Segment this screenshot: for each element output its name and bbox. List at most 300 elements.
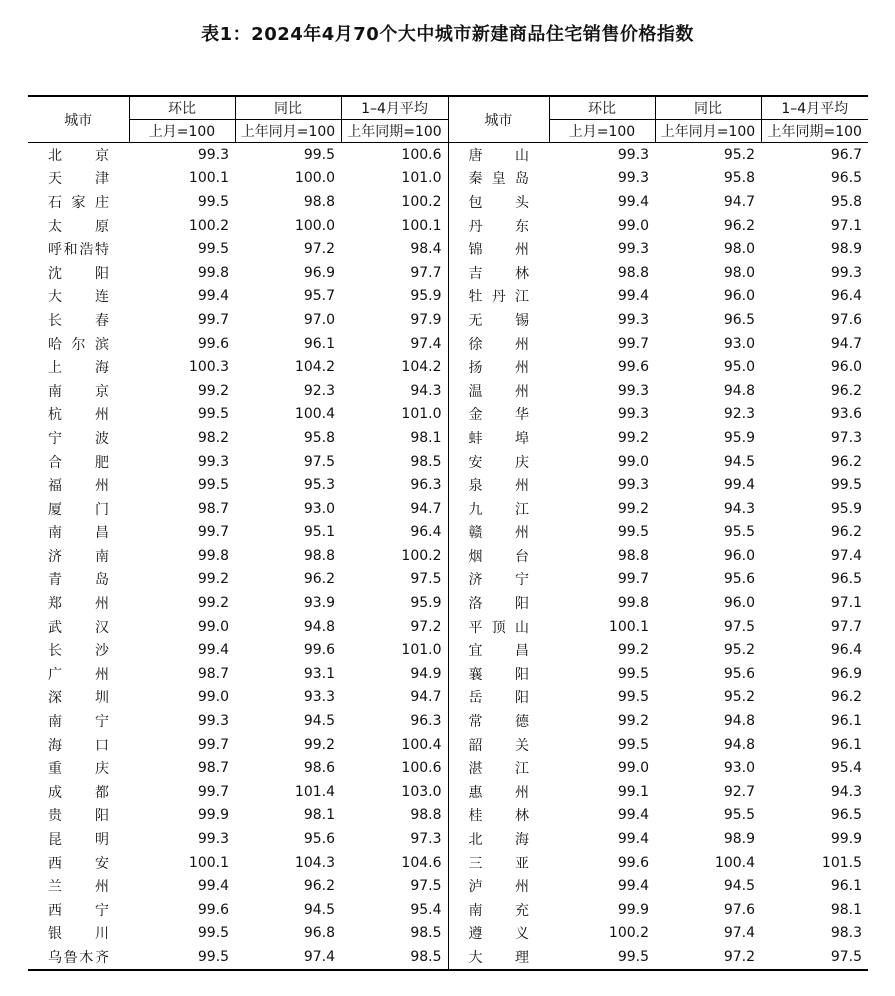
city-name: 成都 bbox=[48, 784, 109, 801]
mom-value: 99.2 bbox=[197, 595, 229, 612]
city-name: 北京 bbox=[48, 147, 109, 164]
avg-value: 95.4 bbox=[830, 760, 862, 777]
mom-value: 99.3 bbox=[197, 453, 229, 470]
yoy-value: 104.3 bbox=[294, 854, 335, 871]
mom-value: 99.0 bbox=[617, 217, 649, 234]
mom-value: 99.5 bbox=[617, 689, 649, 706]
yoy-value: 98.1 bbox=[303, 807, 335, 824]
mom-value: 100.3 bbox=[188, 359, 229, 376]
mom-value: 99.0 bbox=[197, 689, 229, 706]
yoy-value: 96.2 bbox=[723, 217, 755, 234]
yoy-value: 94.5 bbox=[723, 453, 755, 470]
mom-value: 99.0 bbox=[617, 453, 649, 470]
city-name: 徐州 bbox=[448, 332, 549, 356]
mom-value: 99.8 bbox=[197, 264, 229, 281]
yoy-value: 94.3 bbox=[723, 500, 755, 517]
city-name: 丹东 bbox=[448, 214, 549, 238]
avg-value: 96.4 bbox=[410, 524, 442, 541]
avg-value: 97.9 bbox=[410, 311, 442, 328]
yoy-value: 100.0 bbox=[294, 217, 335, 234]
table-row bbox=[28, 922, 868, 946]
city-name: 长沙 bbox=[48, 643, 109, 660]
yoy-value: 95.1 bbox=[303, 524, 335, 541]
city-name: 岳阳 bbox=[448, 686, 549, 710]
yoy-value: 95.7 bbox=[303, 288, 335, 305]
avg-value: 97.1 bbox=[830, 217, 862, 234]
city-name: 三亚 bbox=[448, 851, 549, 875]
yoy-value: 93.3 bbox=[303, 689, 335, 706]
yoy-value: 95.9 bbox=[723, 429, 755, 446]
yoy-value: 94.8 bbox=[723, 736, 755, 753]
city-name: 平顶山 bbox=[448, 615, 549, 639]
avg-value: 97.6 bbox=[830, 311, 862, 328]
city-name: 长春 bbox=[48, 312, 109, 329]
mom-value: 99.3 bbox=[197, 713, 229, 730]
mom-value: 99.5 bbox=[617, 948, 649, 965]
avg-value: 101.5 bbox=[821, 854, 862, 871]
yoy-value: 94.8 bbox=[303, 618, 335, 635]
yoy-value: 97.2 bbox=[723, 948, 755, 965]
city-name: 合肥 bbox=[48, 454, 109, 471]
city-name: 沈阳 bbox=[48, 265, 109, 282]
mom-value: 99.4 bbox=[617, 831, 649, 848]
city-name: 泸州 bbox=[448, 874, 549, 898]
avg-value: 96.2 bbox=[830, 689, 862, 706]
mom-value: 99.3 bbox=[617, 146, 649, 163]
mom-value: 99.4 bbox=[617, 288, 649, 305]
table-row bbox=[28, 497, 868, 521]
avg-value: 96.4 bbox=[830, 642, 862, 659]
mom-value: 99.3 bbox=[617, 406, 649, 423]
table-row bbox=[28, 898, 868, 922]
header-mom: 环比 bbox=[549, 96, 655, 120]
header-yoy-base: 上年同月=100 bbox=[655, 120, 761, 143]
city-name: 大连 bbox=[48, 289, 109, 306]
yoy-value: 95.6 bbox=[303, 831, 335, 848]
city-name: 温州 bbox=[448, 379, 549, 403]
mom-value: 99.5 bbox=[197, 241, 229, 258]
header-yoy: 同比 bbox=[235, 96, 341, 120]
mom-value: 99.5 bbox=[617, 736, 649, 753]
mom-value: 98.2 bbox=[197, 429, 229, 446]
page-title: 表1：2024年4月70个大中城市新建商品住宅销售价格指数 bbox=[201, 24, 694, 45]
avg-value: 99.9 bbox=[830, 831, 862, 848]
city-name: 南宁 bbox=[48, 714, 109, 731]
yoy-value: 94.5 bbox=[723, 878, 755, 895]
city-name: 惠州 bbox=[448, 780, 549, 804]
mom-value: 99.3 bbox=[617, 311, 649, 328]
avg-value: 96.2 bbox=[830, 524, 862, 541]
table-row bbox=[28, 190, 868, 214]
mom-value: 99.5 bbox=[617, 524, 649, 541]
yoy-value: 96.1 bbox=[303, 335, 335, 352]
yoy-value: 95.3 bbox=[303, 477, 335, 494]
table-row bbox=[28, 662, 868, 686]
avg-value: 95.4 bbox=[410, 901, 442, 918]
mom-value: 100.1 bbox=[608, 618, 649, 635]
table-row bbox=[28, 804, 868, 828]
table-row bbox=[28, 426, 868, 450]
city-name: 哈尔滨 bbox=[48, 336, 109, 353]
yoy-value: 97.5 bbox=[723, 618, 755, 635]
avg-value: 98.8 bbox=[410, 807, 442, 824]
yoy-value: 93.0 bbox=[723, 335, 755, 352]
table-row bbox=[28, 450, 868, 474]
city-name: 赣州 bbox=[448, 521, 549, 545]
avg-value: 94.3 bbox=[410, 382, 442, 399]
mom-value: 100.1 bbox=[188, 170, 229, 187]
table-row bbox=[28, 851, 868, 875]
yoy-value: 95.2 bbox=[723, 689, 755, 706]
yoy-value: 95.5 bbox=[723, 807, 755, 824]
mom-value: 98.7 bbox=[197, 665, 229, 682]
avg-value: 100.6 bbox=[401, 146, 442, 163]
mom-value: 99.1 bbox=[617, 783, 649, 800]
yoy-value: 96.2 bbox=[303, 571, 335, 588]
mom-value: 99.3 bbox=[617, 477, 649, 494]
yoy-value: 98.8 bbox=[303, 547, 335, 564]
mom-value: 99.4 bbox=[617, 193, 649, 210]
table-row bbox=[28, 379, 868, 403]
mom-value: 99.6 bbox=[617, 359, 649, 376]
price-index-table bbox=[28, 95, 868, 971]
yoy-value: 92.7 bbox=[723, 783, 755, 800]
yoy-value: 95.6 bbox=[723, 571, 755, 588]
table-row bbox=[28, 285, 868, 309]
city-name: 厦门 bbox=[48, 501, 109, 518]
city-name: 北海 bbox=[448, 827, 549, 851]
mom-value: 99.6 bbox=[617, 854, 649, 871]
yoy-value: 93.1 bbox=[303, 665, 335, 682]
mom-value: 98.8 bbox=[617, 264, 649, 281]
mom-value: 99.2 bbox=[617, 500, 649, 517]
yoy-value: 98.0 bbox=[723, 264, 755, 281]
yoy-value: 99.5 bbox=[303, 146, 335, 163]
header-avg-base: 上年同期=100 bbox=[341, 120, 448, 143]
table-row bbox=[28, 733, 868, 757]
avg-value: 97.7 bbox=[830, 618, 862, 635]
city-name: 安庆 bbox=[448, 450, 549, 474]
avg-value: 96.3 bbox=[410, 477, 442, 494]
yoy-value: 93.0 bbox=[723, 760, 755, 777]
avg-value: 96.3 bbox=[410, 713, 442, 730]
table-row bbox=[28, 521, 868, 545]
city-name: 乌鲁木齐 bbox=[48, 949, 109, 966]
table-row bbox=[28, 355, 868, 379]
city-name: 天津 bbox=[48, 171, 109, 188]
yoy-value: 95.5 bbox=[723, 524, 755, 541]
city-name: 宜昌 bbox=[448, 638, 549, 662]
avg-value: 95.9 bbox=[830, 500, 862, 517]
yoy-value: 94.5 bbox=[303, 713, 335, 730]
mom-value: 99.0 bbox=[617, 760, 649, 777]
header-yoy: 同比 bbox=[655, 96, 761, 120]
city-name: 重庆 bbox=[48, 761, 109, 778]
mom-value: 99.5 bbox=[197, 193, 229, 210]
mom-value: 99.4 bbox=[197, 288, 229, 305]
header-avg-base: 上年同期=100 bbox=[761, 120, 868, 143]
city-name: 武汉 bbox=[48, 619, 109, 636]
avg-value: 97.1 bbox=[830, 595, 862, 612]
header-mom-base: 上月=100 bbox=[549, 120, 655, 143]
table-row bbox=[28, 756, 868, 780]
mom-value: 99.7 bbox=[197, 783, 229, 800]
mom-value: 99.2 bbox=[197, 571, 229, 588]
yoy-value: 98.6 bbox=[303, 760, 335, 777]
mom-value: 99.7 bbox=[197, 524, 229, 541]
header-avg: 1–4月平均 bbox=[761, 96, 868, 120]
table-row bbox=[28, 945, 868, 970]
yoy-value: 95.0 bbox=[723, 359, 755, 376]
city-name: 济南 bbox=[48, 548, 109, 565]
avg-value: 96.2 bbox=[830, 453, 862, 470]
table-row bbox=[28, 473, 868, 497]
avg-value: 95.8 bbox=[830, 193, 862, 210]
avg-value: 98.5 bbox=[410, 453, 442, 470]
mom-value: 99.3 bbox=[197, 146, 229, 163]
mom-value: 99.9 bbox=[617, 901, 649, 918]
mom-value: 98.7 bbox=[197, 500, 229, 517]
table-row bbox=[28, 332, 868, 356]
mom-value: 99.2 bbox=[617, 429, 649, 446]
yoy-value: 99.4 bbox=[723, 477, 755, 494]
avg-value: 97.5 bbox=[830, 948, 862, 965]
avg-value: 96.4 bbox=[830, 288, 862, 305]
avg-value: 95.9 bbox=[410, 595, 442, 612]
yoy-value: 92.3 bbox=[723, 406, 755, 423]
table-row bbox=[28, 568, 868, 592]
mom-value: 99.3 bbox=[617, 170, 649, 187]
avg-value: 94.7 bbox=[410, 689, 442, 706]
avg-value: 104.2 bbox=[401, 359, 442, 376]
yoy-value: 97.2 bbox=[303, 241, 335, 258]
yoy-value: 97.4 bbox=[303, 948, 335, 965]
city-name: 太原 bbox=[48, 218, 109, 235]
table-row bbox=[28, 591, 868, 615]
city-name: 湛江 bbox=[448, 756, 549, 780]
city-name: 广州 bbox=[48, 666, 109, 683]
city-name: 洛阳 bbox=[448, 591, 549, 615]
mom-value: 99.8 bbox=[617, 595, 649, 612]
yoy-value: 95.8 bbox=[303, 429, 335, 446]
city-name: 秦皇岛 bbox=[448, 167, 549, 191]
mom-value: 99.7 bbox=[617, 335, 649, 352]
yoy-value: 100.4 bbox=[714, 854, 755, 871]
city-name: 贵阳 bbox=[48, 808, 109, 825]
mom-value: 99.4 bbox=[197, 642, 229, 659]
city-name: 上海 bbox=[48, 360, 109, 377]
header-yoy-base: 上年同月=100 bbox=[235, 120, 341, 143]
city-name: 金华 bbox=[448, 403, 549, 427]
avg-value: 98.5 bbox=[410, 948, 442, 965]
mom-value: 99.4 bbox=[617, 878, 649, 895]
yoy-value: 96.9 bbox=[303, 264, 335, 281]
mom-value: 99.6 bbox=[197, 901, 229, 918]
yoy-value: 95.6 bbox=[723, 665, 755, 682]
city-name: 九江 bbox=[448, 497, 549, 521]
mom-value: 98.8 bbox=[617, 547, 649, 564]
yoy-value: 96.0 bbox=[723, 288, 755, 305]
table-row bbox=[28, 827, 868, 851]
avg-value: 96.5 bbox=[830, 170, 862, 187]
city-name: 泉州 bbox=[448, 473, 549, 497]
avg-value: 104.6 bbox=[401, 854, 442, 871]
mom-value: 99.3 bbox=[617, 382, 649, 399]
mom-value: 100.2 bbox=[188, 217, 229, 234]
mom-value: 99.5 bbox=[197, 948, 229, 965]
city-name: 吉林 bbox=[448, 261, 549, 285]
city-name: 唐山 bbox=[448, 143, 549, 167]
table-row bbox=[28, 544, 868, 568]
yoy-value: 95.2 bbox=[723, 642, 755, 659]
avg-value: 97.4 bbox=[410, 335, 442, 352]
mom-value: 99.4 bbox=[197, 878, 229, 895]
mom-value: 99.6 bbox=[197, 335, 229, 352]
avg-value: 97.3 bbox=[830, 429, 862, 446]
city-name: 银川 bbox=[48, 926, 109, 943]
mom-value: 99.8 bbox=[197, 547, 229, 564]
yoy-value: 97.0 bbox=[303, 311, 335, 328]
yoy-value: 100.4 bbox=[294, 406, 335, 423]
mom-value: 99.3 bbox=[617, 241, 649, 258]
yoy-value: 95.2 bbox=[723, 146, 755, 163]
yoy-value: 94.8 bbox=[723, 713, 755, 730]
avg-value: 98.1 bbox=[830, 901, 862, 918]
city-name: 南昌 bbox=[48, 525, 109, 542]
table-row bbox=[28, 874, 868, 898]
yoy-value: 101.4 bbox=[294, 783, 335, 800]
yoy-value: 98.9 bbox=[723, 831, 755, 848]
mom-value: 99.4 bbox=[617, 807, 649, 824]
table-row bbox=[28, 686, 868, 710]
table-row bbox=[28, 261, 868, 285]
city-name: 深圳 bbox=[48, 690, 109, 707]
avg-value: 96.9 bbox=[830, 665, 862, 682]
yoy-value: 100.0 bbox=[294, 170, 335, 187]
avg-value: 97.7 bbox=[410, 264, 442, 281]
city-name: 福州 bbox=[48, 478, 109, 495]
yoy-value: 97.4 bbox=[723, 925, 755, 942]
header-mom: 环比 bbox=[129, 96, 235, 120]
yoy-value: 96.0 bbox=[723, 595, 755, 612]
yoy-value: 93.9 bbox=[303, 595, 335, 612]
mom-value: 99.7 bbox=[617, 571, 649, 588]
yoy-value: 93.0 bbox=[303, 500, 335, 517]
header-city: 城市 bbox=[448, 96, 549, 143]
avg-value: 100.2 bbox=[401, 547, 442, 564]
avg-value: 96.1 bbox=[830, 736, 862, 753]
table-row bbox=[28, 308, 868, 332]
city-name: 海口 bbox=[48, 737, 109, 754]
avg-value: 97.3 bbox=[410, 831, 442, 848]
avg-value: 96.2 bbox=[830, 382, 862, 399]
avg-value: 94.9 bbox=[410, 665, 442, 682]
city-name: 常德 bbox=[448, 709, 549, 733]
avg-value: 96.1 bbox=[830, 713, 862, 730]
city-name: 锦州 bbox=[448, 237, 549, 261]
city-name: 昆明 bbox=[48, 832, 109, 849]
mom-value: 99.9 bbox=[197, 807, 229, 824]
table-row bbox=[28, 780, 868, 804]
mom-value: 99.0 bbox=[197, 618, 229, 635]
city-name: 韶关 bbox=[448, 733, 549, 757]
avg-value: 98.1 bbox=[410, 429, 442, 446]
avg-value: 97.2 bbox=[410, 618, 442, 635]
mom-value: 99.2 bbox=[197, 382, 229, 399]
avg-value: 97.5 bbox=[410, 878, 442, 895]
mom-value: 99.2 bbox=[617, 713, 649, 730]
mom-value: 100.2 bbox=[608, 925, 649, 942]
yoy-value: 96.0 bbox=[723, 547, 755, 564]
avg-value: 96.0 bbox=[830, 359, 862, 376]
avg-value: 98.4 bbox=[410, 241, 442, 258]
table-row bbox=[28, 709, 868, 733]
mom-value: 99.7 bbox=[197, 311, 229, 328]
avg-value: 94.7 bbox=[830, 335, 862, 352]
avg-value: 96.7 bbox=[830, 146, 862, 163]
city-name: 宁波 bbox=[48, 430, 109, 447]
header-mom-base: 上月=100 bbox=[129, 120, 235, 143]
yoy-value: 95.8 bbox=[723, 170, 755, 187]
avg-value: 101.0 bbox=[401, 406, 442, 423]
yoy-value: 92.3 bbox=[303, 382, 335, 399]
avg-value: 100.1 bbox=[401, 217, 442, 234]
city-name: 西宁 bbox=[48, 902, 109, 919]
mom-value: 99.2 bbox=[617, 642, 649, 659]
avg-value: 95.9 bbox=[410, 288, 442, 305]
avg-value: 103.0 bbox=[401, 783, 442, 800]
city-name: 襄阳 bbox=[448, 662, 549, 686]
avg-value: 97.5 bbox=[410, 571, 442, 588]
avg-value: 93.6 bbox=[830, 406, 862, 423]
mom-value: 100.1 bbox=[188, 854, 229, 871]
table-row bbox=[28, 167, 868, 191]
city-name: 遵义 bbox=[448, 922, 549, 946]
city-name: 烟台 bbox=[448, 544, 549, 568]
table-row bbox=[28, 403, 868, 427]
avg-value: 97.4 bbox=[830, 547, 862, 564]
city-name: 南充 bbox=[448, 898, 549, 922]
city-name: 扬州 bbox=[448, 355, 549, 379]
avg-value: 96.5 bbox=[830, 807, 862, 824]
table-row bbox=[28, 214, 868, 238]
yoy-value: 96.5 bbox=[723, 311, 755, 328]
mom-value: 99.3 bbox=[197, 831, 229, 848]
avg-value: 99.5 bbox=[830, 477, 862, 494]
city-name: 无锡 bbox=[448, 308, 549, 332]
table-row bbox=[28, 143, 868, 167]
avg-value: 98.9 bbox=[830, 241, 862, 258]
city-name: 西安 bbox=[48, 855, 109, 872]
yoy-value: 94.8 bbox=[723, 382, 755, 399]
header-avg: 1–4月平均 bbox=[341, 96, 448, 120]
avg-value: 98.5 bbox=[410, 925, 442, 942]
mom-value: 99.5 bbox=[617, 665, 649, 682]
avg-value: 98.3 bbox=[830, 925, 862, 942]
city-name: 杭州 bbox=[48, 407, 109, 424]
city-name: 呼和浩特 bbox=[48, 242, 109, 259]
yoy-value: 97.6 bbox=[723, 901, 755, 918]
city-name: 兰州 bbox=[48, 879, 109, 896]
avg-value: 101.0 bbox=[401, 170, 442, 187]
yoy-value: 94.5 bbox=[303, 901, 335, 918]
city-name: 桂林 bbox=[448, 804, 549, 828]
avg-value: 99.3 bbox=[830, 264, 862, 281]
avg-value: 100.4 bbox=[401, 736, 442, 753]
avg-value: 96.5 bbox=[830, 571, 862, 588]
city-name: 南京 bbox=[48, 383, 109, 400]
yoy-value: 98.8 bbox=[303, 193, 335, 210]
